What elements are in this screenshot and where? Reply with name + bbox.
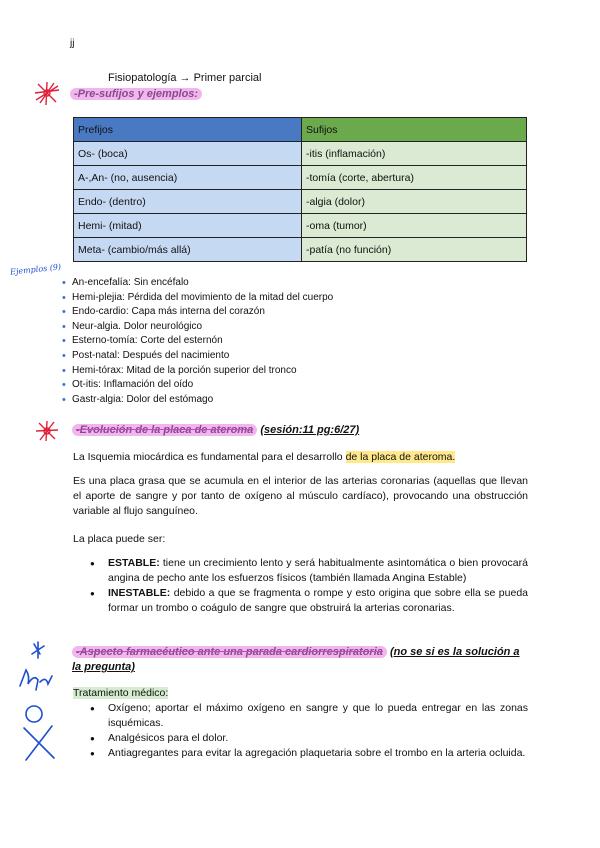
list-item: • An-encefalía: Sin encéfalo [62,276,333,291]
table-cell: -patía (no función) [302,238,527,262]
table-cell: -oma (tumor) [302,214,527,238]
table-cell: Hemi- (mitad) [74,214,302,238]
section-title-placa: -Evolución de la placa de ateroma (sesión:11 pg:6/27) [72,424,359,436]
tratamiento-list [86,701,528,761]
list-item: • Gastr-algia: Dolor del estómago [62,393,333,408]
list-item: • Neur-algia. Dolor neurológico [62,320,333,335]
table-cell: -itis (inflamación) [302,142,527,166]
star-doodle-icon [34,420,60,442]
prefix-suffix-table [73,117,527,262]
table-row [74,142,527,166]
table-header-row [74,118,527,142]
list-item: ● Analgésicos para el dolor. [86,731,528,746]
list-item: ● Oxígeno; aportar el máximo oxígeno en sangre y que lo pueda entregar en las zonas isquémicas. [86,701,528,731]
list-item: • Post-natal: Después del nacimiento [62,349,333,364]
list-item: ● Antiagregantes para evitar la agregación plaquetaria sobre el trombo en la arteria ocluida. [86,746,528,761]
handwritten-note: Ejemplos (9) [9,262,62,277]
list-item: • Hemi-plejia: Pérdida del movimiento de la mitad del cuerpo [62,291,333,306]
handwritten-doodle-icon [12,640,62,765]
table-cell: -algia (dolor) [302,190,527,214]
table-cell: Meta- (cambio/más allá) [74,238,302,262]
corner-mark: jj [70,38,75,49]
list-item: • Esterno-tomía: Corte del esternón [62,334,333,349]
table-cell: A-,An- (no, ausencia) [74,166,302,190]
table-header-cell: Prefijos [74,118,302,142]
table-row [74,214,527,238]
list-item: ● ESTABLE: tiene un crecimiento lento y será habitualmente asintomática o bien provocará angina de pecho ante los esfuerzos físicos (también llamada Angina Estable) [86,556,528,586]
section-title-farmaceutico: -Aspecto farmacéutico ante una parada cardiorrespiratoria (no se si es la solución a la pregunta) [72,646,520,673]
table-cell: -tomía (corte, abertura) [302,166,527,190]
page-title: Fisiopatología → Primer parcial [108,72,262,84]
list-item: • Ot-itis: Inflamación del oído [62,378,333,393]
paragraph-isquemia: La Isquemia miocárdica es fundamental para el desarrollo de la placa de ateroma. [73,451,456,463]
table-cell: Os- (boca) [74,142,302,166]
table-row [74,190,527,214]
list-item: ● INESTABLE: debido a que se fragmenta o rompe y esto origina que sobre ella se pueda formar un trombo o coágulo de sangre que obstruirá la arterias coronarias. [86,586,528,616]
table-row [74,238,527,262]
subtitle-tratamiento: Tratamiento médico: [73,687,169,699]
table-cell: Endo- (dentro) [74,190,302,214]
section-title-presufijos: -Pre-sufijos y ejemplos: [70,88,202,100]
table-row [74,166,527,190]
star-doodle-icon [32,80,62,106]
list-item: • Hemi-tórax: Mitad de la porción superior del tronco [62,364,333,379]
paragraph-placa: Es una placa grasa que se acumula en el interior de las arterias coronarias (aquellas que llevan el aporte de sangre y por tanto de oxígeno al músculo cardíaco), provocando una obstrucción variable al flujo sanguíneo. [73,475,528,517]
list-item: • Endo-cardio: Capa más interna del corazón [62,305,333,320]
paragraph-placa-tipos: La placa puede ser: [73,533,166,545]
placa-types-list [86,556,528,616]
examples-list [62,276,333,407]
table-header-cell: Sufijos [302,118,527,142]
